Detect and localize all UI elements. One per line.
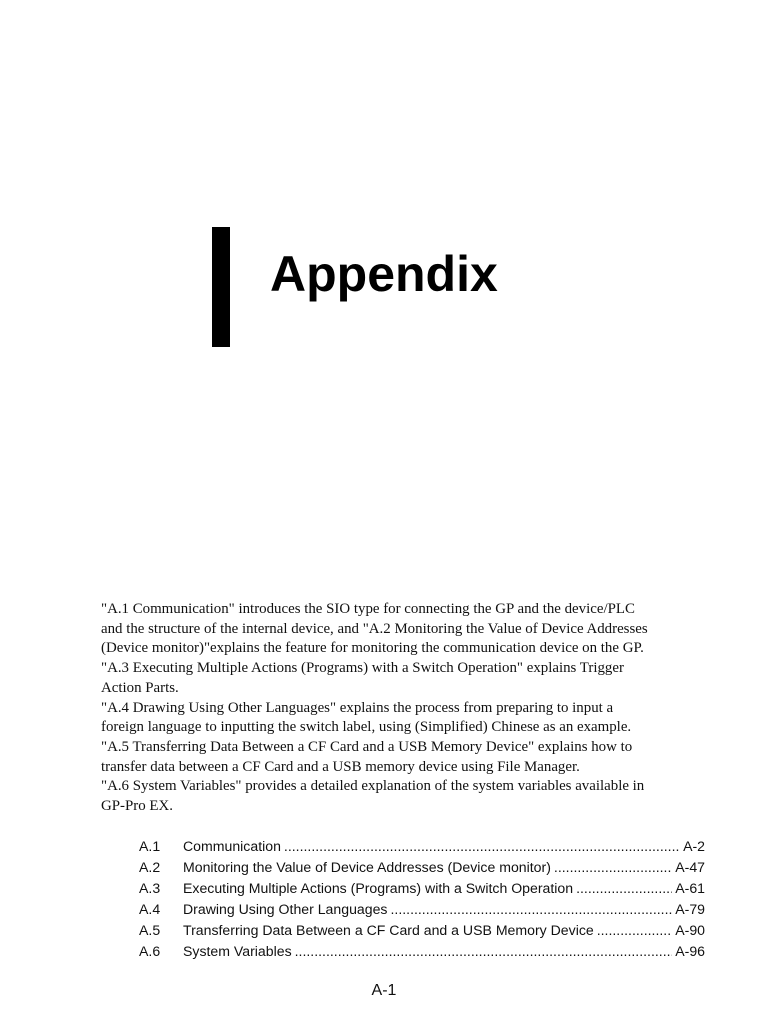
toc-entry-a1[interactable] [139,836,705,857]
intro-line: foreign language to inputting the switch label, using (Simplified) Chinese as an example. [101,719,632,736]
toc-entry-title: Monitoring the Value of Device Addresses (Device monitor) [183,859,551,875]
toc-entry-page: A-47 [675,859,705,875]
chapter-title: Appendix [270,246,498,302]
toc-dot-leader [390,899,672,920]
toc-dot-leader [597,920,673,941]
toc-entry-number: A.1 [139,838,161,854]
intro-line: "A.1 Communication" introduces the SIO type for connecting the GP and the device/PLC [101,601,635,617]
toc-entry-page: A-61 [675,880,705,896]
intro-line: Action Parts. [101,679,179,696]
toc-entry-number: A.2 [139,859,161,875]
table-of-contents [139,836,705,962]
intro-line: "A.6 System Variables" provides a detailed explanation of the system variables available in [101,778,645,795]
toc-dot-leader [576,878,672,899]
toc-entry-a6[interactable] [139,941,705,962]
toc-entry-number: A.5 [139,922,161,938]
toc-entry-page: A-2 [683,838,705,854]
toc-entry-title: Drawing Using Other Languages [183,901,388,917]
toc-entry-page: A-79 [675,901,705,917]
intro-line: "A.4 Drawing Using Other Languages" explains the process from preparing to input a [101,699,614,716]
toc-entry-page: A-96 [675,943,705,959]
page-number: A-1 [371,982,397,999]
toc-dot-leader [295,941,673,962]
toc-entry-a3[interactable] [139,878,705,899]
toc-entry-number: A.3 [139,880,161,896]
toc-entry-title: Communication [183,838,281,854]
toc-entry-number: A.6 [139,943,161,959]
toc-entry-a2[interactable] [139,857,705,878]
intro-line: "A.3 Executing Multiple Actions (Programs) with a Switch Operation" explains Trigger [101,660,624,677]
toc-entry-a5[interactable] [139,920,705,941]
intro-paragraph [101,600,711,817]
intro-line: transfer data between a CF Card and a USB memory device using File Manager. [101,758,580,775]
toc-dot-leader [554,857,672,878]
toc-entry-title: Transferring Data Between a CF Card and a USB Memory Device [183,922,594,938]
intro-line: and the structure of the internal device, and "A.2 Monitoring the Value of Device Addresses [101,620,648,637]
toc-entry-title: System Variables [183,943,292,959]
toc-entry-title: Executing Multiple Actions (Programs) with a Switch Operation [183,880,574,896]
toc-entry-a4[interactable] [139,899,705,920]
toc-entry-page: A-90 [675,922,705,938]
chapter-bar [212,227,230,347]
toc-dot-leader [284,836,680,857]
intro-line: "A.5 Transferring Data Between a CF Card and a USB Memory Device" explains how to [101,738,633,755]
intro-line: (Device monitor)"explains the feature for monitoring the communication device on the GP. [101,640,644,657]
intro-line: GP-Pro EX. [101,798,173,815]
toc-entry-number: A.4 [139,901,161,917]
